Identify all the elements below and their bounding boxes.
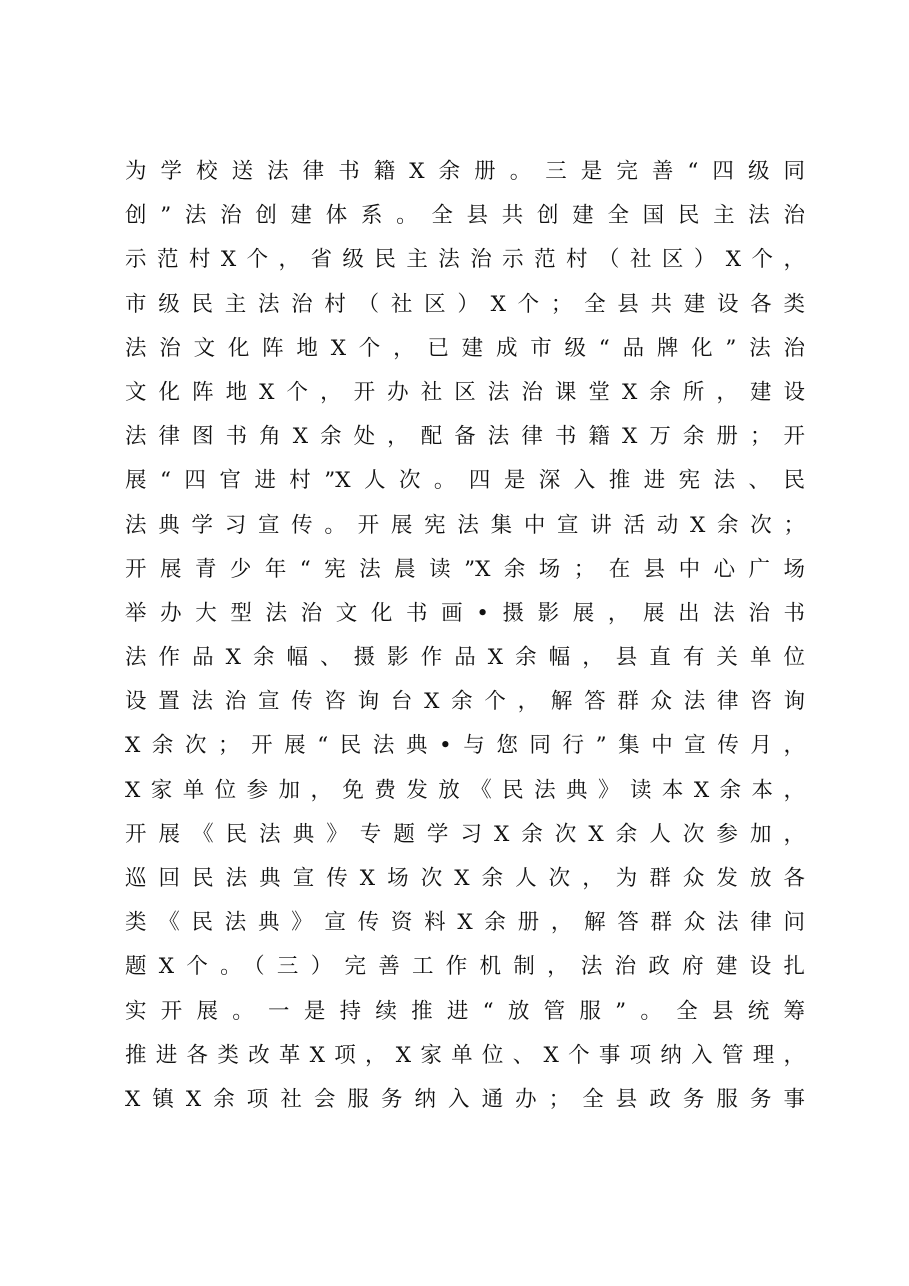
text-line: 法作品X余幅、摄影作品X余幅，县直有关单位 — [125, 645, 805, 671]
body-paragraph — [125, 150, 805, 1122]
text-line: 示范村X个，省级民主法治示范村（社区）X个， — [125, 247, 805, 273]
text-line: 法律图书角X余处，配备法律书籍X万余册；开 — [125, 424, 805, 450]
text-line: 市级民主法治村（社区）X个；全县共建设各类 — [125, 291, 805, 317]
text-line: 推进各类改革X项，X家单位、X个事项纳入管理， — [125, 1042, 805, 1068]
text-line: 为学校送法律书籍X余册。三是完善“四级同 — [125, 159, 805, 184]
text-line: 类《民法典》宣传资料X余册，解答群众法律问 — [125, 910, 805, 936]
text-line: 开展《民法典》专题学习X余次X余人次参加， — [125, 821, 805, 847]
text-line: 巡回民法典宣传X场次X余人次，为群众发放各 — [125, 866, 805, 891]
text-line: 实开展。一是持续推进“放管服”。全县统筹 — [125, 998, 805, 1024]
text-line: 设置法治宣传咨询台X余个，解答群众法律咨询 — [125, 689, 805, 715]
text-line: X镇X余项社会服务纳入通办；全县政务服务事 — [125, 1086, 805, 1112]
text-line: 创”法治创建体系。全县共创建全国民主法治 — [125, 203, 805, 229]
text-line: 开展青少年“宪法晨读”X余场；在县中心广场 — [125, 556, 805, 582]
text-line: X家单位参加，免费发放《民法典》读本X余本， — [125, 777, 805, 803]
text-line: 题X个。（三）完善工作机制，法治政府建设扎 — [125, 954, 805, 980]
text-line: 文化阵地X个，开办社区法治课堂X余所，建设 — [125, 379, 805, 405]
text-line: 举办大型法治文化书画•摄影展，展出法治书 — [125, 600, 805, 626]
text-line: 展“四官进村”X人次。四是深入推进宪法、民 — [125, 468, 805, 494]
text-line: 法治文化阵地X个，已建成市级“品牌化”法治 — [125, 335, 805, 361]
text-line: X余次；开展“民法典•与您同行”集中宣传月， — [125, 733, 805, 759]
text-line: 法典学习宣传。开展宪法集中宣讲活动X余次； — [125, 512, 805, 538]
